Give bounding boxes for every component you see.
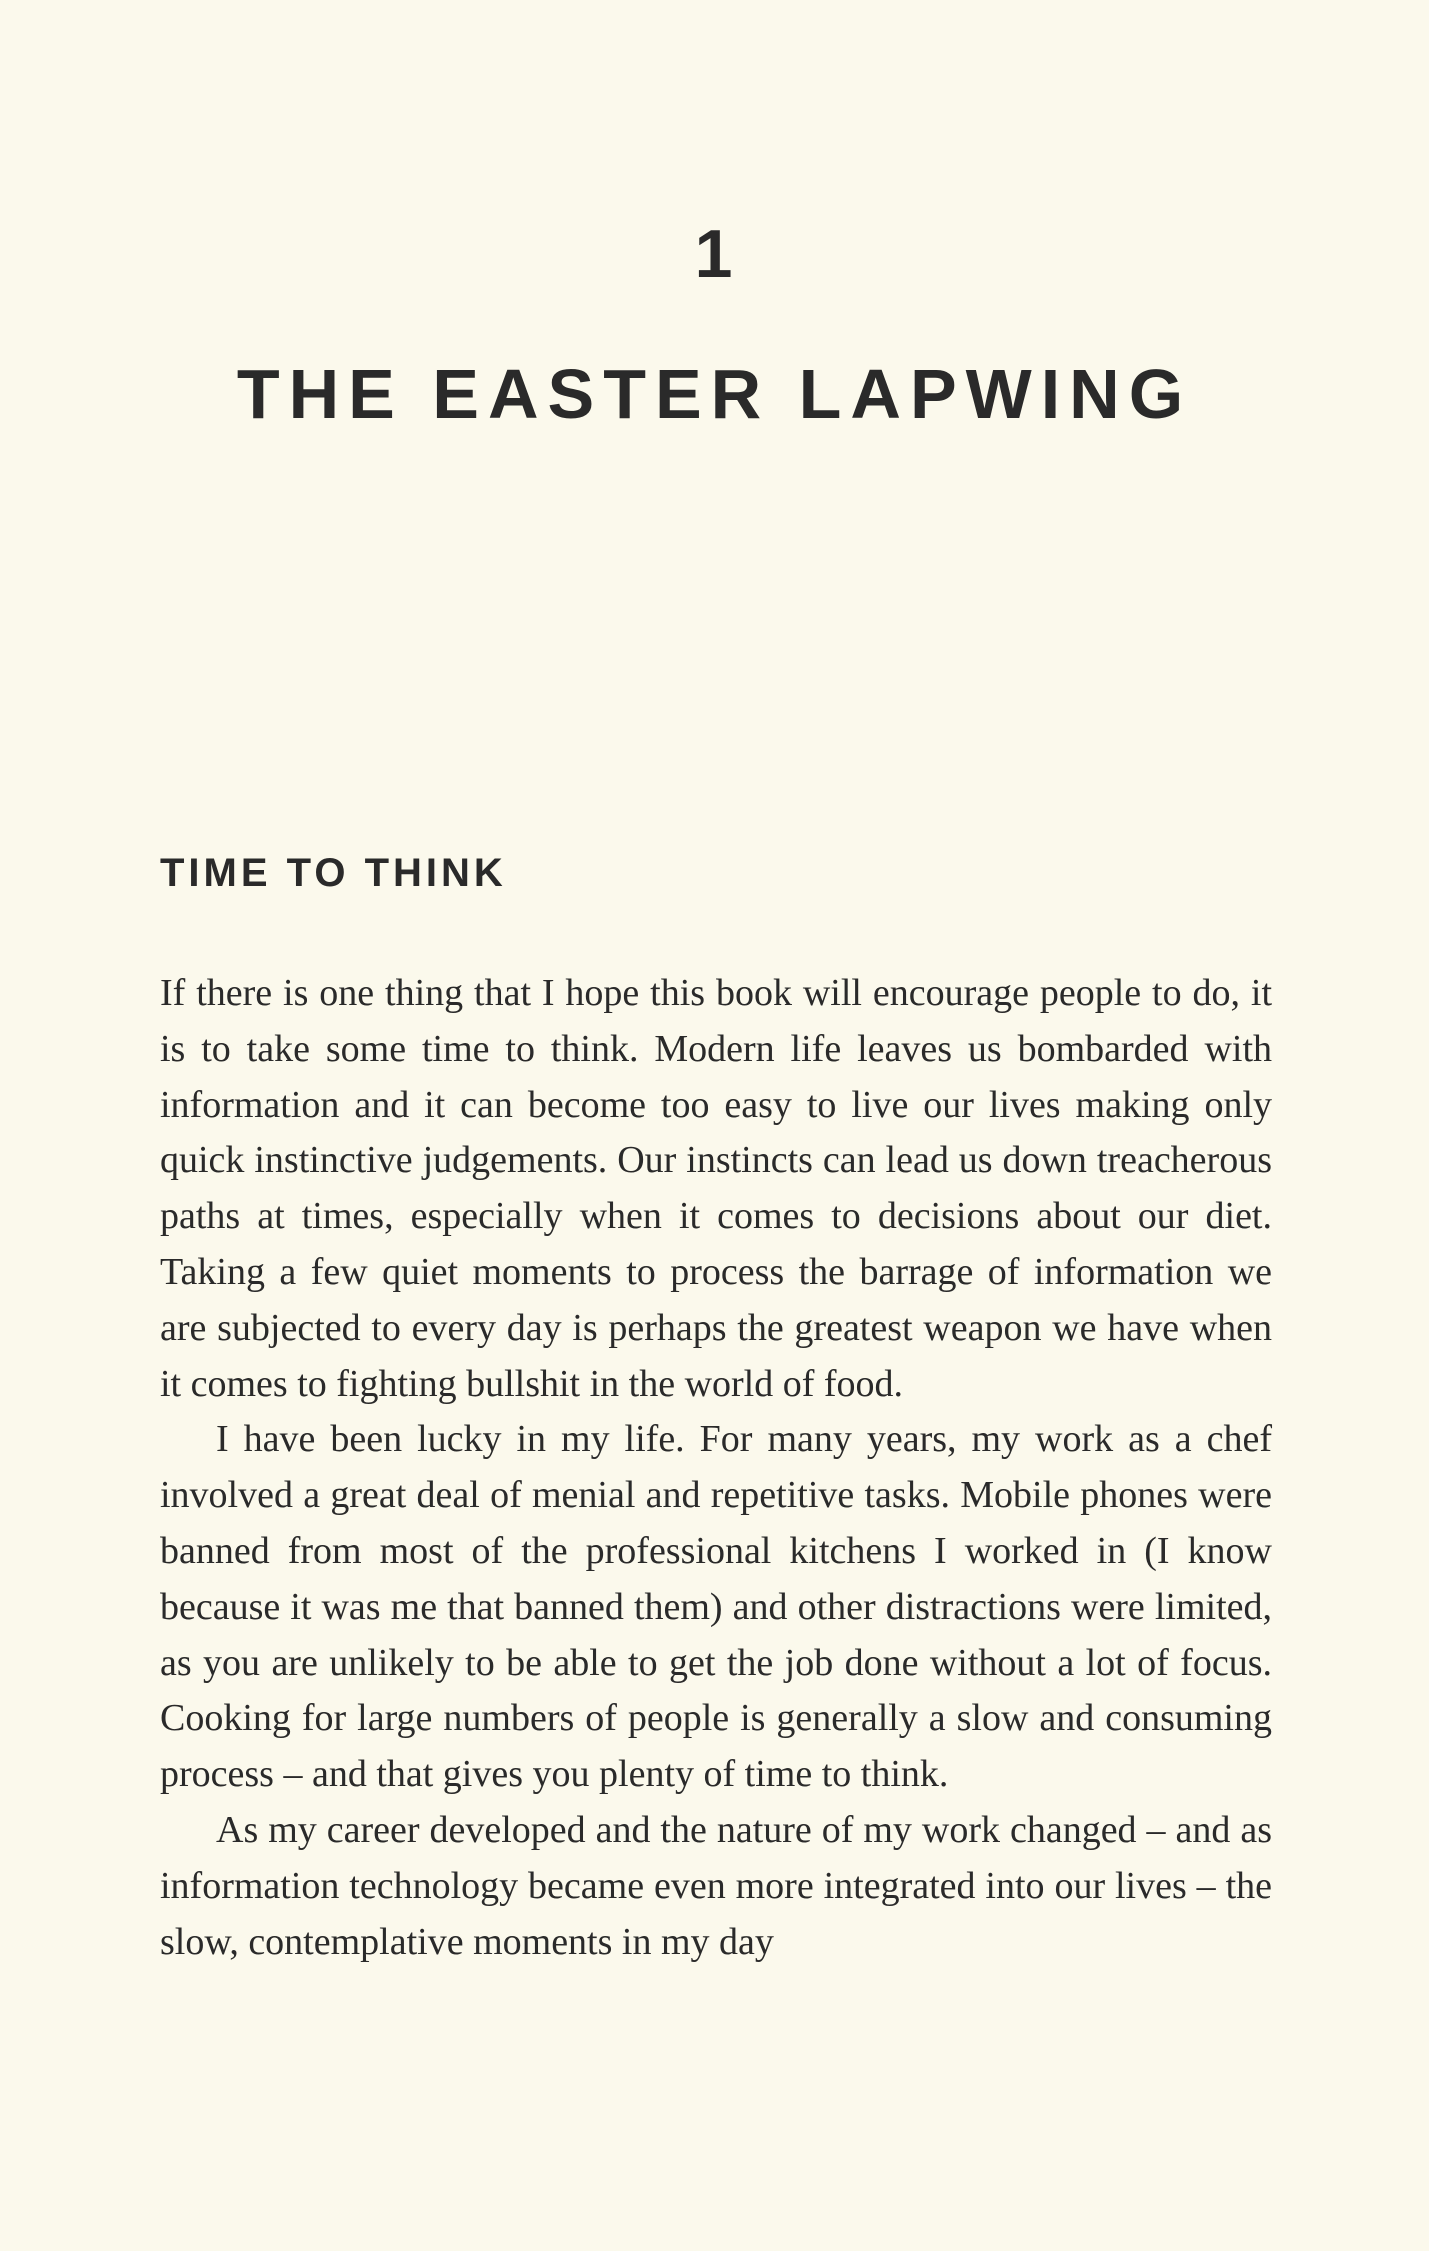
chapter-number: 1 — [694, 216, 735, 292]
chapter-title: THE EASTER LAPWING — [236, 355, 1193, 433]
paragraph-3: As my career developed and the nature of my work changed – and as information technology became even more integrated into our lives – the slow, contemplative moments in my day — [160, 1808, 1272, 1963]
section-heading: TIME TO THINK — [160, 851, 507, 895]
paragraph-2: I have been lucky in my life. For many years, my work as a chef involved a great deal of menial and repetitive tasks. Mobile phones were banned from most of the professional kitchens I worked in (I know because it was me that banned them) and other distractions were limited, as you are unlikely to be able to get the job done without a lot of focus. Cooking for large numbers of people is generally a slow and consuming process – and that gives you plenty of time to think. — [160, 1418, 1272, 1796]
paragraph-1: If there is one thing that I hope this book will encourage people to do, it is to take some time to think. Modern life leaves us bombarded with information and it can become too easy to live our lives making only quick instinctive judgements. Our instincts can lead us down treacherous paths at times, especially when it comes to decisions about our diet. Taking a few quiet moments to process the barrage of information we are subjected to every day is perhaps the greatest weapon we have when it comes to fighting bullshit in the world of food. — [160, 972, 1272, 1405]
body-text — [160, 966, 1272, 1970]
